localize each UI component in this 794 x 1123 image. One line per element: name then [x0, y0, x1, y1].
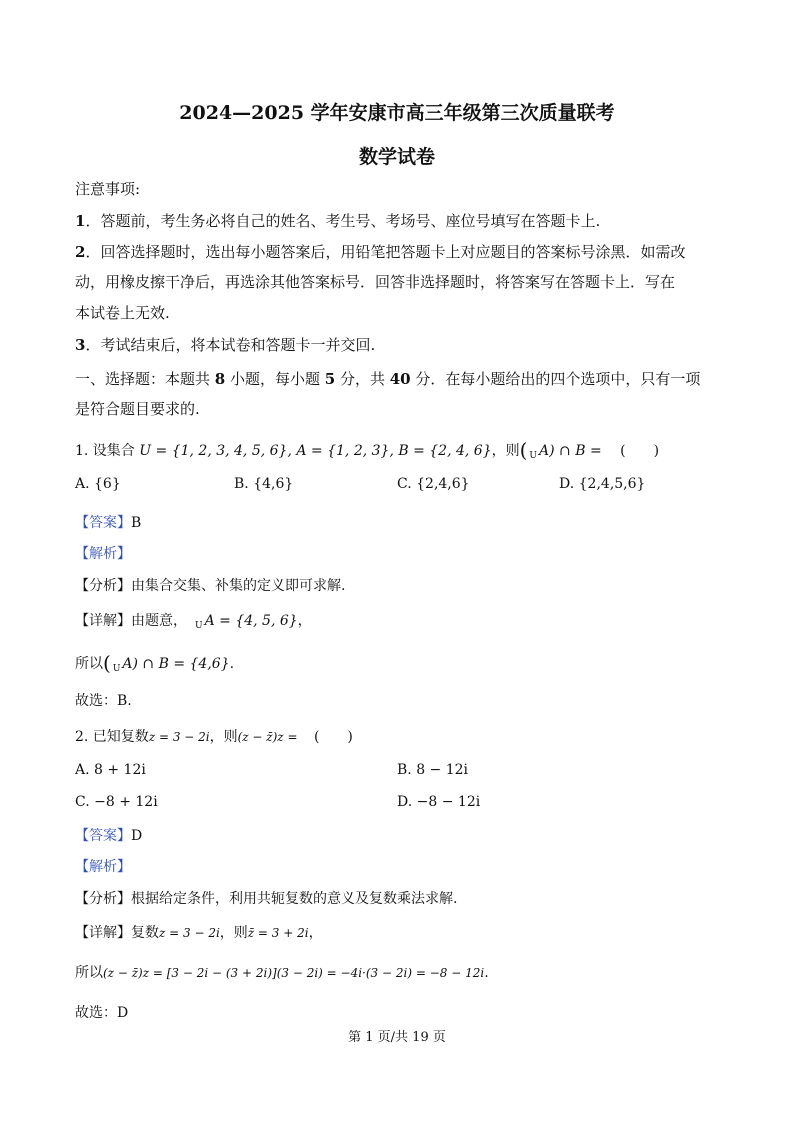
q2-then: ，则: [209, 729, 238, 745]
q2-option-c-value: −8 + 12i: [94, 794, 158, 810]
notice-item-3: [75, 334, 375, 355]
q1-complement-sub: U: [529, 451, 538, 461]
q1-answer: [75, 512, 141, 532]
notice-heading: 注意事项:: [75, 180, 141, 198]
q1-suoyi-prefix: 所以: [75, 656, 103, 672]
q2-fenxi-tag: 【分析】: [75, 891, 131, 907]
section-header: [75, 368, 700, 389]
q1-fenxi-tag: 【分析】: [75, 578, 131, 594]
q1-option-b-value: {4,6}: [253, 476, 294, 492]
section-points-total: 40: [389, 370, 411, 388]
q2-option-b: [397, 762, 468, 778]
q2-z-definition: z = 3 − 2i: [148, 730, 210, 744]
q2-xiangjie-conjugate: z̄ = 3 + 2i: [247, 926, 309, 940]
q1-suoyi-open-paren: (: [103, 651, 111, 675]
notice-item-2-text: ．回答选择题时，选出每小题答案后，用铅笔把答题卡上对应题目的答案标号涂黑．如需改: [85, 243, 686, 261]
q2-fenxi-text: 根据给定条件，利用共轭复数的意义及复数乘法求解.: [131, 891, 458, 907]
q1-suoyi-suffix: .: [229, 656, 235, 672]
section-points-each: 5: [324, 370, 336, 388]
q1-option-a-value: {6}: [94, 476, 121, 492]
notice-item-3-text: ．考试结束后，将本试卷和答题卡一并交回.: [85, 336, 376, 354]
q1-answer-tag: 【答案】: [75, 515, 131, 531]
q2-option-c: [75, 794, 158, 810]
q2-analysis-tag: 【解析】: [75, 859, 131, 875]
q1-option-c: [397, 476, 470, 492]
q2-answer-tag: 【答案】: [75, 828, 131, 844]
q1-prefix: 1. 设集合: [75, 443, 135, 459]
q2-option-d-label: D.: [397, 794, 413, 810]
section-count: 8: [214, 370, 226, 388]
notice-item-1-num: 1: [75, 212, 86, 230]
q2-suoyi-suffix: .: [484, 965, 489, 981]
section-text-2: 小题，每小题: [225, 370, 325, 388]
q2-option-b-label: B.: [397, 762, 412, 778]
q2-expression: (z − z̄)z =: [237, 730, 298, 744]
notice-item-2-num: 2: [75, 243, 86, 261]
q1-xiangjie-suffix: ，: [297, 613, 312, 629]
question-2: [75, 726, 353, 746]
q1-set-u: U = {1, 2, 3, 4, 5, 6}: [139, 443, 288, 459]
q1-option-d-label: D.: [559, 476, 575, 492]
page-subtitle: 数学试卷: [358, 146, 435, 168]
q2-xiangjie-tag: 【详解】: [75, 925, 131, 941]
notice-item-3-num: 3: [75, 336, 86, 354]
q2-option-d: [397, 794, 480, 810]
q2-xiangjie: [75, 922, 323, 942]
q1-fenxi: [75, 575, 345, 595]
page-footer: 第 1 页/共 19 页: [348, 1030, 446, 1045]
q1-xiangjie-prefix: 由题意，: [131, 613, 187, 629]
q1-answer-value: B: [131, 515, 142, 531]
q2-suoyi: [75, 962, 489, 982]
q2-answer-value: D: [131, 828, 143, 844]
q1-set-b: , B = {2, 4, 6}: [389, 443, 492, 459]
question-1: [75, 438, 659, 462]
q2-fenxi: [75, 888, 457, 908]
q1-suoyi-complement-sub: U: [112, 664, 121, 674]
q2-xiangjie-then: ，则: [219, 925, 248, 941]
q1-expression: A) ∩ B =: [539, 443, 602, 459]
q2-option-a-label: A.: [75, 762, 90, 778]
q2-option-a: [75, 762, 146, 778]
section-text-1: 一、选择题：本题共: [75, 370, 215, 388]
q1-xiangjie-tag: 【详解】: [75, 613, 131, 629]
q1-xiangjie-expression: A = {4, 5, 6}: [204, 613, 298, 629]
q2-suoyi-prefix: 所以: [75, 965, 103, 981]
q1-option-d-value: {2,4,5,6}: [578, 476, 646, 492]
q1-set-a: , A = {1, 2, 3}: [287, 443, 390, 459]
q2-xiangjie-z: z = 3 − 2i: [159, 926, 220, 940]
notice-item-2-line-1: [75, 241, 685, 262]
q1-option-b: [234, 476, 293, 492]
q1-answer-bracket: ( ): [620, 443, 660, 459]
section-text-4: 分．在每小题给出的四个选项中，只有一项: [410, 370, 701, 388]
q2-option-b-value: 8 − 12i: [416, 762, 469, 778]
q2-answer: [75, 825, 142, 845]
q1-option-d: [559, 476, 645, 492]
q1-analysis-tag: 【解析】: [75, 546, 131, 562]
q1-suoyi: [75, 651, 234, 675]
notice-item-1: [75, 210, 600, 231]
page-title: 2024—2025 学年安康市高三年级第三次质量联考: [179, 102, 615, 124]
q2-conclusion: 故选：D: [75, 1005, 129, 1021]
q2-xiangjie-suffix: ，: [308, 925, 323, 941]
notice-item-2-line-2: 动，用橡皮擦干净后，再选涂其他答案标号．回答非选择题时，将答案写在答题卡上．写在: [75, 273, 676, 291]
q1-xiangjie-complement-sub: U: [195, 621, 203, 631]
q1-then: ，则: [491, 443, 520, 459]
q1-option-a-label: A.: [75, 476, 90, 492]
q2-answer-bracket: ( ): [313, 729, 353, 745]
q1-suoyi-expression: A) ∩ B = {4,6}: [122, 656, 230, 672]
q1-option-c-label: C.: [397, 476, 412, 492]
q2-suoyi-expression: (z − z̄)z = [3 − 2i − (3 + 2i)](3 − 2i) = −4i·(3 − 2i) = −8 − 12i: [103, 966, 485, 980]
q2-prefix: 2. 已知复数: [75, 729, 149, 745]
q1-option-a: [75, 476, 121, 492]
q1-option-c-value: {2,4,6}: [416, 476, 470, 492]
q2-xiangjie-prefix: 复数: [131, 925, 159, 941]
q1-open-paren: (: [519, 438, 528, 462]
q2-option-a-value: 8 + 12i: [94, 762, 146, 778]
section-header-line-2: 是符合题目要求的.: [75, 400, 200, 418]
q2-option-d-value: −8 − 12i: [416, 794, 481, 810]
q1-conclusion: 故选：B.: [75, 693, 132, 709]
q2-option-c-label: C.: [75, 794, 90, 810]
q1-xiangjie: [75, 610, 312, 631]
q1-option-b-label: B.: [234, 476, 249, 492]
section-text-3: 分，共: [335, 370, 390, 388]
notice-item-2-line-3: 本试卷上无效.: [75, 304, 170, 322]
notice-item-1-text: ．答题前，考生务必将自己的姓名、考生号、考场号、座位号填写在答题卡上.: [85, 212, 601, 230]
q1-fenxi-text: 由集合交集、补集的定义即可求解.: [131, 578, 346, 594]
